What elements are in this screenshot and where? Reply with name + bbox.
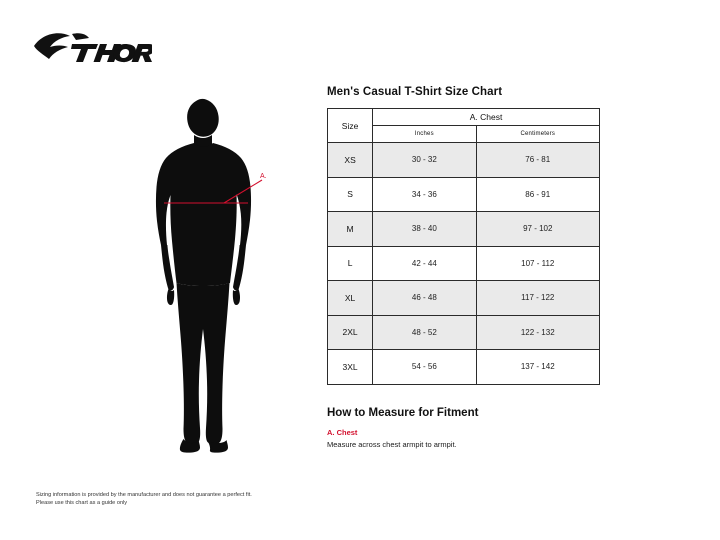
header-chest-group: A. Chest xyxy=(373,109,600,126)
cell-centimeters: 137 - 142 xyxy=(476,350,599,385)
cell-inches: 38 - 40 xyxy=(373,212,476,247)
body-measurement-diagram xyxy=(110,95,310,455)
cell-size: S xyxy=(328,177,373,212)
cell-inches: 48 - 52 xyxy=(373,315,476,350)
how-to-measure-section xyxy=(327,407,687,449)
table-row xyxy=(328,177,600,212)
header-size: Size xyxy=(328,109,373,143)
cell-inches: 42 - 44 xyxy=(373,246,476,281)
cell-centimeters: 76 - 81 xyxy=(476,143,599,178)
header-centimeters: Centimeters xyxy=(476,126,599,143)
cell-centimeters: 122 - 132 xyxy=(476,315,599,350)
disclaimer xyxy=(36,491,356,508)
cell-size: M xyxy=(328,212,373,247)
cell-centimeters: 97 - 102 xyxy=(476,212,599,247)
disclaimer-line-2: Please use this chart as a guide only xyxy=(36,500,128,507)
table-row xyxy=(328,143,600,178)
cell-size: XS xyxy=(328,143,373,178)
cell-centimeters: 86 - 91 xyxy=(476,177,599,212)
callout-a-label: A. xyxy=(260,173,267,180)
cell-size: XL xyxy=(328,281,373,316)
cell-inches: 46 - 48 xyxy=(373,281,476,316)
header-inches: Inches xyxy=(373,126,476,143)
cell-centimeters: 117 - 122 xyxy=(476,281,599,316)
table-row xyxy=(328,281,600,316)
how-to-measure-title: How to Measure for Fitment xyxy=(327,406,479,419)
cell-inches: 30 - 32 xyxy=(373,143,476,178)
thor-logo xyxy=(32,28,152,68)
how-to-measure-text: Measure across chest armpit to armpit. xyxy=(327,439,457,449)
table-header-row-group xyxy=(328,109,600,126)
cell-size: L xyxy=(328,246,373,281)
cell-size: 2XL xyxy=(328,315,373,350)
disclaimer-line-1: Sizing information is provided by the manufacturer and does not guarantee a perfect fit. xyxy=(36,491,252,498)
cell-inches: 54 - 56 xyxy=(373,350,476,385)
size-chart-table xyxy=(327,108,600,385)
table-row xyxy=(328,246,600,281)
table-row xyxy=(328,212,600,247)
page-title: Men's Casual T-Shirt Size Chart xyxy=(327,86,503,98)
how-to-measure-label: A. Chest xyxy=(327,427,358,437)
cell-inches: 34 - 36 xyxy=(373,177,476,212)
male-figure-silhouette xyxy=(156,99,251,453)
cell-centimeters: 107 - 112 xyxy=(476,246,599,281)
cell-size: 3XL xyxy=(328,350,373,385)
table-row xyxy=(328,350,600,385)
table-row xyxy=(328,315,600,350)
